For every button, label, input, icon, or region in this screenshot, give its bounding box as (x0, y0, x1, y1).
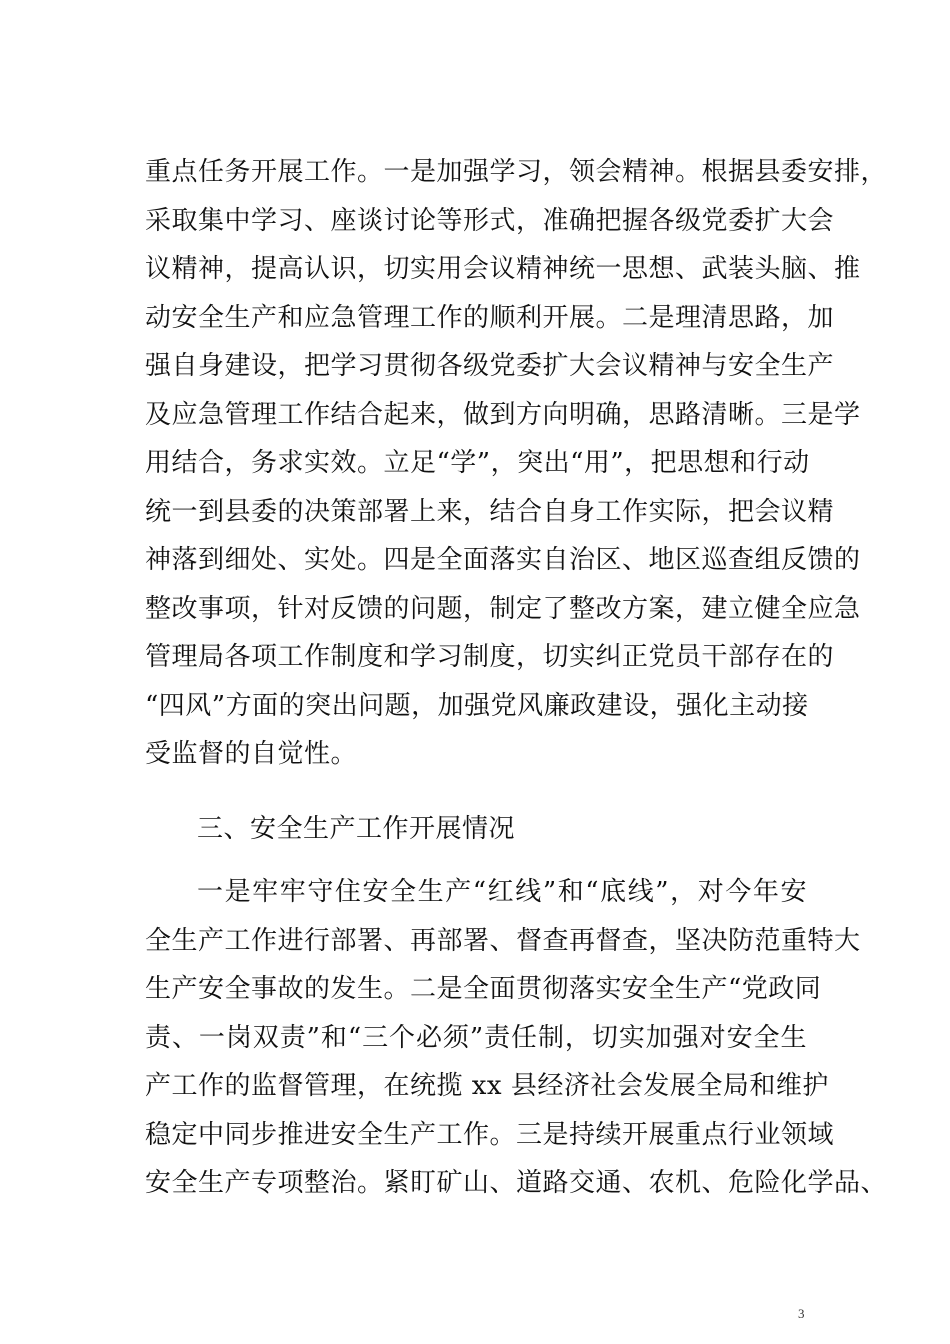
paragraph-line: 议精神，提高认识，切实用会议精神统一思想、武装头脑、推 (145, 254, 861, 284)
paragraph-line: 受监督的自觉性。 (145, 739, 358, 769)
paragraph-line: 产工作的监督管理，在统揽 xx 县经济社会发展全局和维护 (145, 1071, 829, 1101)
paragraph-line: 神落到细处、实处。四是全面落实自治区、地区巡查组反馈的 (145, 545, 861, 575)
page-number: 3 (798, 1306, 805, 1321)
paragraph-2 (145, 868, 888, 1208)
paragraph-line: 采取集中学习、座谈讨论等形式，准确把握各级党委扩大会 (145, 205, 835, 236)
paragraph-line: 责、一岗双责”和“三个必须”责任制，切实加强对安全生 (145, 1022, 807, 1053)
paragraph-line: “四风”方面的突出问题，加强党风廉政建设，强化主动接 (145, 690, 809, 721)
paragraph-line: 整改事项，针对反馈的问题，制定了整改方案，建立健全应急 (145, 593, 861, 624)
paragraph-line: 动安全生产和应急管理工作的顺利开展。二是理清思路，加 (145, 302, 835, 333)
paragraph-line: 重点任务开展工作。一是加强学习，领会精神。根据县委安排， (145, 157, 888, 187)
paragraph-line: 稳定中同步推进安全生产工作。三是持续开展重点行业领域 (145, 1119, 835, 1150)
paragraph-line: 统一到县委的决策部署上来，结合自身工作实际，把会议精 (145, 496, 835, 527)
paragraph-line: 一是牢牢守住安全生产“红线”和“底线”，对今年安 (197, 877, 807, 907)
paragraph-line: 生产安全事故的发生。二是全面贯彻落实安全生产“党政同 (145, 974, 822, 1004)
paragraph-line: 全生产工作进行部署、再部署、督查再督查，坚决防范重特大 (145, 925, 861, 956)
paragraph-line: 管理局各项工作制度和学习制度，切实纠正党员干部存在的 (145, 642, 835, 672)
section-heading: 三、安全生产工作开展情况 (197, 814, 516, 844)
paragraph-line: 及应急管理工作结合起来，做到方向明确，思路清晰。三是学 (145, 399, 861, 430)
section-heading-block (145, 805, 807, 854)
paragraph-line: 强自身建设，把学习贯彻各级党委扩大会议精神与安全生产 (145, 351, 835, 381)
paragraph-1 (145, 148, 888, 779)
paragraph-line: 安全生产专项整治。紧盯矿山、道路交通、农机、危险化学品、 (145, 1168, 888, 1198)
paragraph-line: 用结合，务求实效。立足“学”，突出“用”，把思想和行动 (145, 448, 810, 478)
